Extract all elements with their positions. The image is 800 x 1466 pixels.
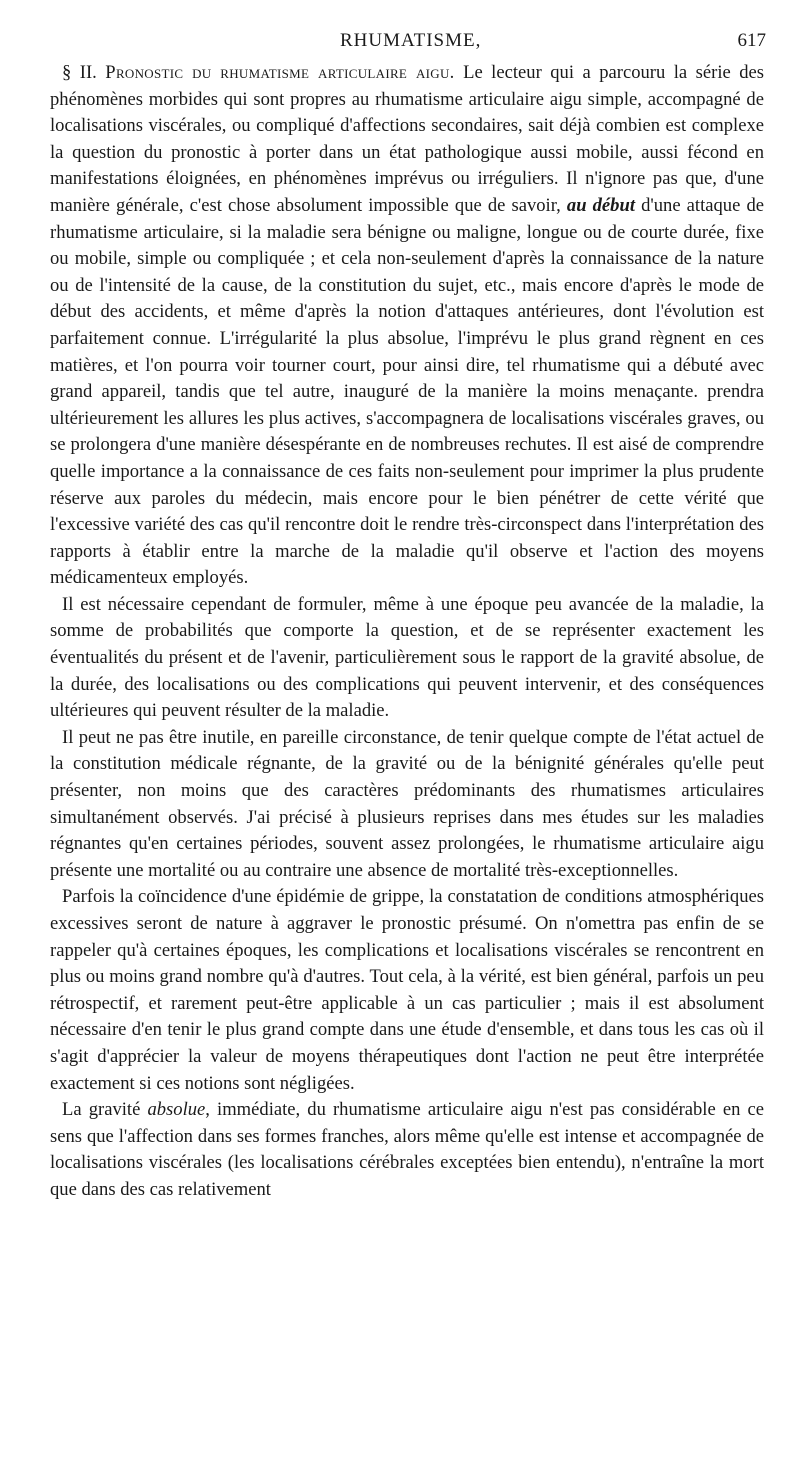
paragraph: Il peut ne pas être inutile, en pareille circonstance, de tenir quelque compte de l'état actuel de la constitution médicale régnante, de la gravité ou de la bénignité générales qu'elle peut présenter, non moins que des caractères prédominants des rhumatismes articulaires simultanément observés. J'ai précisé à plusieurs reprises dans mes études sur les maladies régnantes qu'en certaines périodes, souvent assez prolongées, le rhumatisme articulaire aigu présente une mortalité ou au contraire une absence de mortalité très-exceptionnelles. <box>50 726 764 881</box>
paragraph-text: La gravité <box>62 1099 148 1121</box>
paragraph-text: , immédiate, du rhumatisme articulaire aigu n'est pas considérable en ce sens que l'affection dans ses formes franches, alors même qu'elle est intense et accompagnée de localisations viscérales (les localisations cérébrales exceptées bien entendu), n'entraîne la mort que dans des cas relativement <box>50 1099 765 1200</box>
emphasis-text: au début <box>566 194 635 216</box>
section-heading: Pronostic du rhumatisme articulaire aigu. <box>105 62 455 83</box>
paragraph: Il est nécessaire cependant de formuler, même à une époque peu avancée de la maladie, la somme de probabilités que comporte la question, et de se représenter exactement les éventualités du présent et de l'avenir, particulièrement sous le rapport de la gravité absolue, de la durée, des localisations ou des complications qui peuvent intervenir, et des conséquences ultérieures qui peuvent résulter de la maladie. <box>50 593 764 722</box>
emphasis-text: absolue <box>147 1099 206 1121</box>
paragraph <box>50 60 764 592</box>
paragraph-text: Le lecteur qui a parcouru la série des phénomènes morbides qui sont propres au rhumatisme articulaire aigu simple, accompagné de localisations viscérales, ou compliqué d'affections secondaires, sait déjà combien est complexe la question du pronostic à porter dans un état pathologique aussi mobile, aussi fécond en manifestations éloignées, en phénomènes imprévus ou irréguliers. Il n'ignore pas que, d'une manière générale, c'est chose absolument impossible que de savoir, <box>50 62 765 216</box>
paragraph <box>50 1097 764 1203</box>
page-number: 617 <box>737 30 766 51</box>
section-mark: § II. <box>62 62 97 83</box>
paragraph-text: d'une attaque de rhumatisme articulaire, si la maladie sera bénigne ou maligne, longue ou de courte durée, fixe ou mobile, simple ou compliquée ; et cela non-seulement d'après la connaissance de la nature ou de l'intensité de la cause, de la constitution du sujet, etc., mais encore d'après le mode de début des accidents, et même d'après la notion d'attaques antérieures, dont l'évolution est parfaitement connue. L'irrégularité la plus absolue, l'imprévu le plus grand règnent en ces matières, et l'on pourra voir tourner court, pour ainsi dire, tel rhumatisme qui a débuté avec grand appareil, tandis que tel autre, inauguré de la manière la moins menaçante. prendra ultérieurement les allures les plus actives, s'accompagnera de localisations viscérales graves, ou se prolongera d'une manière désespérante en de nombreuses rechutes. Il est aisé de comprendre quelle importance a la connaissance de ces faits non-seulement pour imprimer la plus prudente réserve aux paroles du médecin, mais encore pour le bien pénétrer de cette vérité que l'excessive variété des cas qu'il rencontre doit le rendre très-circonspect dans l'interprétation des rapports à établir entre la marche de la maladie qu'il observe et l'action des moyens médicamenteux employés. <box>50 194 764 589</box>
body-text <box>50 60 764 1204</box>
paragraph: Parfois la coïncidence d'une épidémie de grippe, la constatation de conditions atmosphériques excessives seront de nature à aggraver le pronostic présumé. On n'omettra pas enfin de se rappeler qu'à certaines époques, les complications et localisations viscérales se rencontrent en plus ou moins grand nombre qu'à d'autres. Tout cela, à la vérité, est bien général, parfois un peu rétrospectif, et rarement peut-être applicable à un cas particulier ; mais il est absolument nécessaire d'en tenir le plus grand compte dans une étude d'ensemble, et dans tous les cas où il s'agit d'apprécier la valeur de moyens thérapeutiques dont l'action ne peut être interprétée exactement si ces notions sont négligées. <box>50 886 764 1094</box>
running-title: RHUMATISME, <box>340 30 482 51</box>
